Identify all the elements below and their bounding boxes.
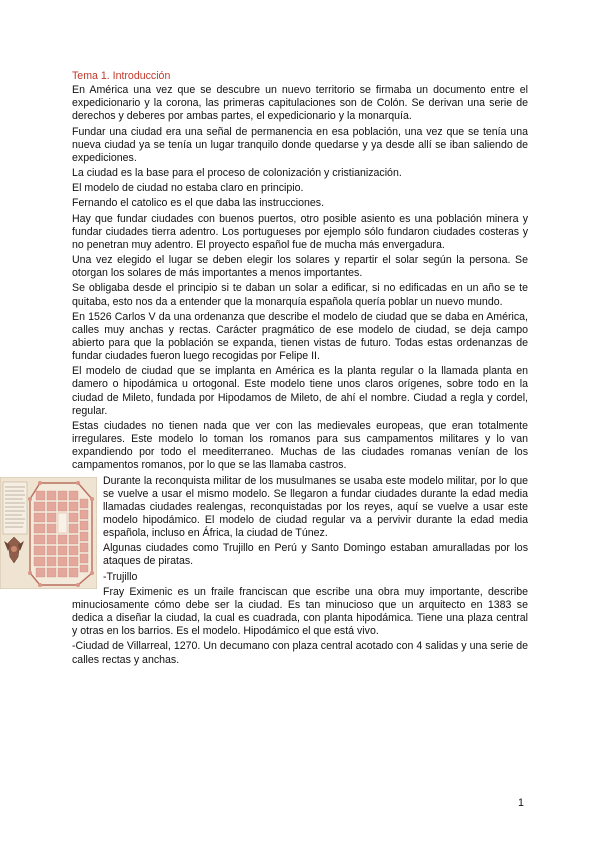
paragraph: El modelo de ciudad que se implanta en América es la planta regular o la llamada planta en damero o hipodámica u ortogonal. Este modelo tiene unos claros orígenes, sobre todo en la ciudad de Mileto, fundada por Hipodamos de Mileto, de ahí el nombre. Ciudad a regla y cordel, regular. — [72, 365, 528, 417]
paragraph: Fernando el catolico es el que daba las instrucciones. — [72, 197, 325, 210]
paragraph: En América una vez que se descubre un nuevo territorio se firmaba un documento entre el expedicionario y la corona, las primeras capitulaciones son de Colón. Se derivan una serie de derechos y deberes por ambas partes, el expedicionario y la monarquía. — [72, 84, 528, 123]
paragraph: -Trujillo — [103, 570, 138, 583]
paragraph: Se obligaba desde el principio si te daban un solar a edificar, si no edificadas en un año se te quitaba, esto nos da a entender que la monarquía española quería poblar un nuevo mundo. — [72, 282, 528, 308]
paragraph: Durante la reconquista militar de los musulmanes se usaba este modelo militar, por lo que se vuelve a usar el mismo modelo. Se llegaron a fundar ciudades durante la edad media llamadas ciudades realengas, reconquistadas por los reyes, aquí se vuelve a usar este modelo hipodámico. El modelo de ciudad regular va a pervivir durante la edad media española, incluso en África, la ciudad de Túnez. — [103, 474, 528, 540]
page-number: 1 — [518, 797, 524, 809]
paragraph: Una vez elegido el lugar se deben elegir los solares y repartir el solar según la persona. Se otorgan los solares de más importantes a menos importantes. — [72, 254, 528, 280]
paragraph: Fundar una ciudad era una señal de permanencia en esa población, una vez que se tenía una nueva ciudad ya se tenía un lugar tranquilo donde quedarse y ya desde allí se iban saliendo de expediciones. — [72, 125, 528, 164]
paragraph: Estas ciudades no tienen nada que ver con las medievales europeas, que eran totalmente irregulares. Este modelo lo toman los romanos para sus campamentos militares y lo van expandiendo por todo el meediterraneo. Muchas de las ciudades romanas venían de los campamentos romanos, por lo que se las llamaba castros. — [72, 419, 528, 472]
paragraph: Fray Eximenic es un fraile franciscan que escribe una obra muy importante, describe minuciosamente cómo debe ser la ciudad. Es tan minucioso que un arquitecto en 1383 se dedica a diseñar la ciudad, la cual es cuadrada, con planta hipodámica. Tiene una plaza central y otras en los barrios. Es el modelo. Hipodámico el que está vivo. — [72, 585, 528, 638]
paragraph: -Ciudad de Villarreal, 1270. Un decumano con plaza central acotado con 4 salidas y una serie de calles rectas y anchas. — [72, 640, 528, 666]
document-body — [72, 70, 528, 669]
trujillo-city-plan-map-icon — [0, 477, 97, 589]
paragraph: El modelo de ciudad no estaba claro en principio. — [72, 182, 304, 195]
paragraph: La ciudad es la base para el proceso de colonización y cristianización. — [72, 167, 402, 180]
section-title: Tema 1. Introducción — [72, 70, 171, 82]
paragraph: En 1526 Carlos V da una ordenanza que describe el modelo de ciudad que se daba en América, calles muy anchas y rectas. Carácter pragmático de ese modelo de ciudad, se deja campo abierto para que la población se expanda, tienen vistas de futuro. Todas estas ordenanzas de fundar ciudades fueron luego recogidas por Felipe II. — [72, 310, 528, 363]
paragraph: Hay que fundar ciudades con buenos puertos, otro posible asiento es una población minera y fundar ciudades tierra adentro. Los portugueses por ejemplo sólo fundaron ciudades costeras y no penetran muy adentro. El proyecto español fue de mucha más envergadura. — [72, 212, 528, 251]
paragraph: Algunas ciudades como Trujillo en Perú y Santo Domingo estaban amuralladas por los ataques de piratas. — [103, 542, 528, 568]
